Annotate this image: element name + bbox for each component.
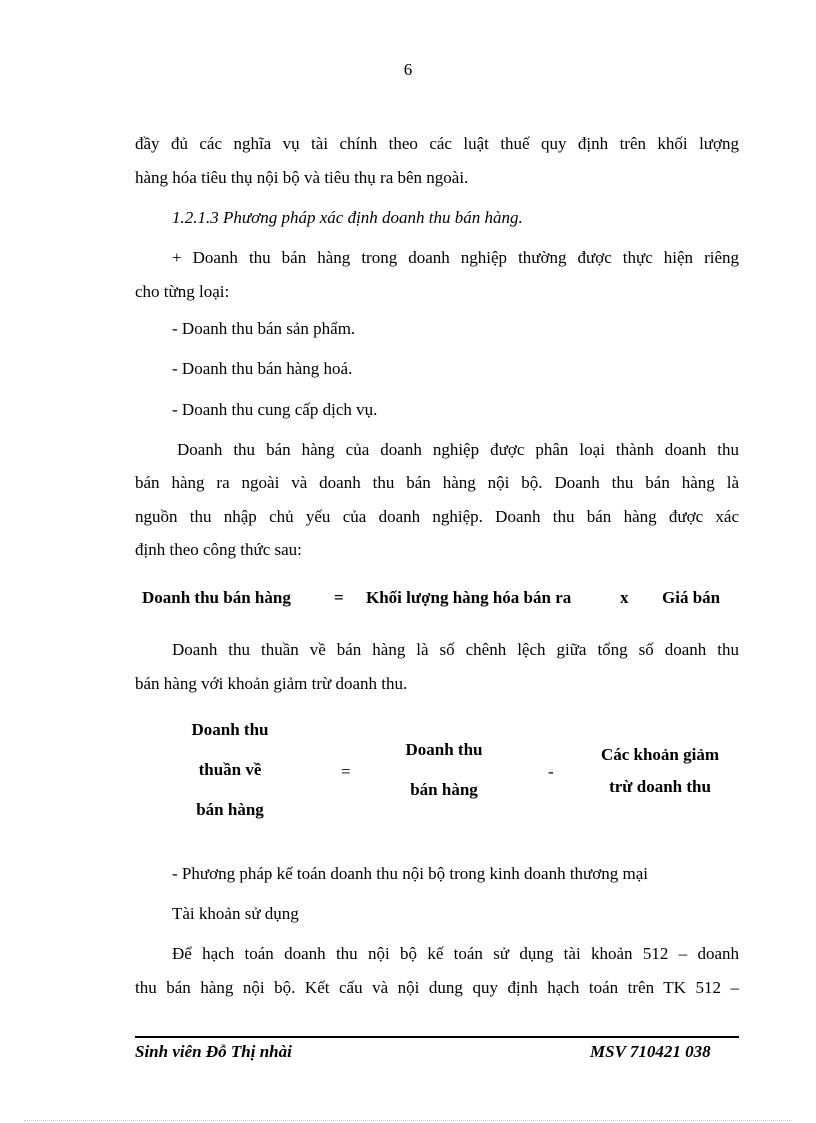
- formula-minus: -: [548, 762, 554, 781]
- page-number: 6: [403, 60, 413, 79]
- formula-left-line: thuần về: [198, 760, 262, 779]
- paragraph-line: Doanh thu bán hàng của doanh nghiệp được phân loại thành doanh thu: [177, 440, 739, 459]
- paragraph-line: Doanh thu thuần về bán hàng là số chênh lệch giữa tổng số doanh thu: [172, 640, 739, 659]
- formula-left-term: Doanh thu bán hàng: [142, 588, 291, 607]
- list-item: - Doanh thu bán hàng hoá.: [172, 359, 353, 378]
- formula-middle-term: Khối lượng hàng hóa bán ra: [366, 588, 572, 607]
- paragraph-line: Để hạch toán doanh thu nội bộ kế toán sử dụng tài khoản 512 – doanh: [172, 944, 739, 963]
- page-bottom-border: [24, 1120, 792, 1121]
- paragraph-line: đầy đủ các nghĩa vụ tài chính theo các luật thuế quy định trên khối lượng: [135, 134, 739, 153]
- list-item: - Doanh thu bán sản phẩm.: [172, 319, 356, 338]
- formula-right-line: trừ doanh thu: [609, 777, 711, 796]
- paragraph-line: thu bán hàng nội bộ. Kết cấu và nội dung quy định hạch toán trên TK 512 –: [135, 978, 739, 997]
- paragraph-line: - Phương pháp kế toán doanh thu nội bộ trong kinh doanh thương mại: [172, 864, 648, 883]
- paragraph-line: bán hàng ra ngoài và doanh thu bán hàng nội bộ. Doanh thu bán hàng là: [135, 473, 739, 492]
- footer-divider: [135, 1036, 739, 1038]
- formula-equals: =: [341, 762, 351, 781]
- paragraph-line: Tài khoản sử dụng: [172, 904, 299, 923]
- paragraph-line: định theo công thức sau:: [135, 540, 302, 559]
- paragraph-line: bán hàng với khoản giảm trừ doanh thu.: [135, 674, 408, 693]
- formula-left-line: Doanh thu: [191, 720, 269, 739]
- formula-right-term: Giá bán: [662, 588, 721, 607]
- formula-right-line: Các khoản giảm: [600, 745, 720, 764]
- paragraph-line: hàng hóa tiêu thụ nội bộ và tiêu thụ ra bên ngoài.: [135, 168, 469, 187]
- paragraph-line: + Doanh thu bán hàng trong doanh nghiệp thường được thực hiện riêng: [172, 248, 739, 267]
- section-heading: 1.2.1.3 Phương pháp xác định doanh thu bán hàng.: [172, 208, 523, 227]
- list-item: - Doanh thu cung cấp dịch vụ.: [172, 400, 378, 419]
- formula-equals: =: [334, 588, 344, 607]
- footer-student-id: MSV 710421 038: [590, 1042, 711, 1061]
- footer-student-name: Sinh viên Đỗ Thị nhài: [135, 1042, 292, 1061]
- paragraph-line: nguồn thu nhập chủ yếu của doanh nghiệp. Doanh thu bán hàng được xác: [135, 507, 739, 526]
- formula-middle-line: bán hàng: [410, 780, 478, 799]
- formula-middle-line: Doanh thu: [405, 740, 483, 759]
- formula-multiply: x: [620, 588, 629, 607]
- paragraph-line: cho từng loại:: [135, 282, 230, 301]
- formula-left-line: bán hàng: [196, 800, 264, 819]
